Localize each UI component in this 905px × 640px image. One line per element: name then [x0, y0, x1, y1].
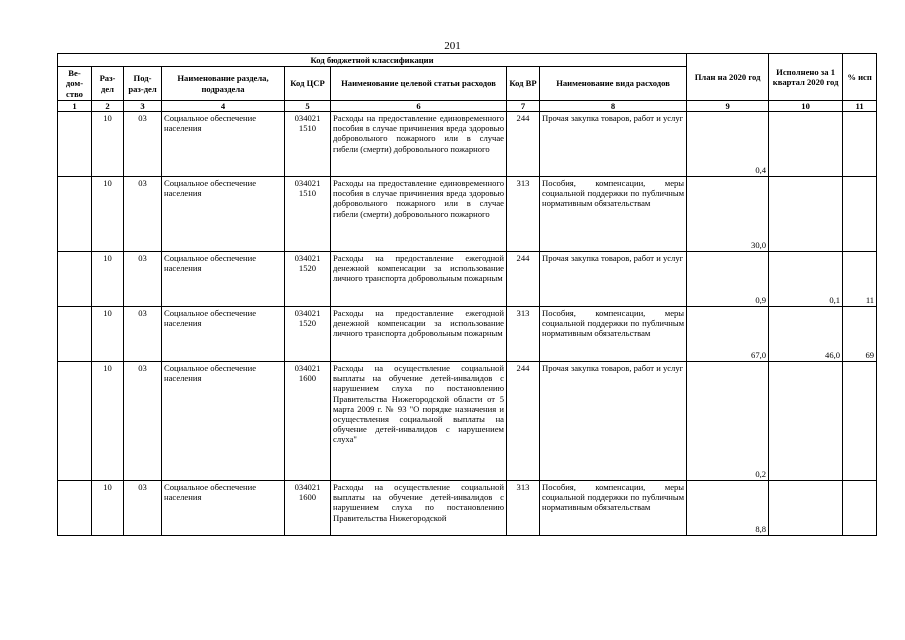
- cell-ispolneno: [769, 362, 843, 481]
- cell-ispolneno: 0,1: [769, 252, 843, 307]
- cell-percent: [843, 112, 877, 177]
- cell-ispolneno: 46,0: [769, 307, 843, 362]
- cell-ispolneno: [769, 177, 843, 252]
- cell-kod-csr: 034021 1510: [285, 177, 331, 252]
- column-number: 2: [92, 100, 124, 111]
- cell-percent: [843, 481, 877, 536]
- cell-percent: 11: [843, 252, 877, 307]
- cell-kod-vr: 244: [507, 252, 540, 307]
- cell-name-razdel: Социальное обеспечение населения: [162, 252, 285, 307]
- cell-kod-vr: 313: [507, 481, 540, 536]
- cell-plan: 0,9: [687, 252, 769, 307]
- cell-ved: [58, 252, 92, 307]
- cell-kod-vr: 244: [507, 112, 540, 177]
- header-budget-classification: Код бюджетной классификации: [58, 54, 687, 67]
- column-number: 5: [285, 100, 331, 111]
- cell-podrazdel: 03: [124, 362, 162, 481]
- table-row: [58, 481, 877, 536]
- cell-razdel: 10: [92, 177, 124, 252]
- cell-name-razdel: Социальное обеспечение населения: [162, 177, 285, 252]
- header-percent: % исп: [843, 54, 877, 101]
- column-numbers-row: [58, 100, 877, 111]
- cell-kod-vr: 244: [507, 362, 540, 481]
- cell-razdel: 10: [92, 252, 124, 307]
- cell-name-razdel: Социальное обеспечение населения: [162, 307, 285, 362]
- header-name-razdel: Наименование раздела, подраздела: [162, 67, 285, 101]
- cell-name-razdel: Социальное обеспечение населения: [162, 112, 285, 177]
- cell-name-vr: Прочая закупка товаров, работ и услуг: [540, 252, 687, 307]
- header-name-vr: Наименование вида расходов: [540, 67, 687, 101]
- page-number: 201: [444, 40, 461, 52]
- header-razdel: Раз-дел: [92, 67, 124, 101]
- header-kod-csr: Код ЦСР: [285, 67, 331, 101]
- header-ispolneno: Исполнено за 1 квартал 2020 год: [769, 54, 843, 101]
- cell-podrazdel: 03: [124, 252, 162, 307]
- cell-razdel: 10: [92, 362, 124, 481]
- column-number: 11: [843, 100, 877, 111]
- column-number: 1: [58, 100, 92, 111]
- cell-name-csr: Расходы на предоставление единовременного пособия в случае причинения вреда здоровью добровольного пожарного или в случае гибели (смерти) добровольного пожарного: [331, 112, 507, 177]
- table-row: [58, 252, 877, 307]
- cell-plan: 0,4: [687, 112, 769, 177]
- column-number: 3: [124, 100, 162, 111]
- table-row: [58, 362, 877, 481]
- cell-name-vr: Прочая закупка товаров, работ и услуг: [540, 112, 687, 177]
- column-number: 9: [687, 100, 769, 111]
- table-row: [58, 112, 877, 177]
- cell-kod-csr: 034021 1600: [285, 481, 331, 536]
- cell-ved: [58, 362, 92, 481]
- cell-kod-vr: 313: [507, 307, 540, 362]
- cell-podrazdel: 03: [124, 177, 162, 252]
- cell-razdel: 10: [92, 307, 124, 362]
- cell-name-vr: Прочая закупка товаров, работ и услуг: [540, 362, 687, 481]
- cell-name-csr: Расходы на предоставление ежегодной денежной компенсации за использование личного транспорта добровольным пожарным: [331, 307, 507, 362]
- cell-name-csr: Расходы на осуществление социальной выплаты на обучение детей-инвалидов с нарушением слуха по постановлению Правительства Нижегородской области от 5 марта 2009 г. № 93 "О порядке назначения и осуществления социальной выплаты на обучение детей-инвалидов с нарушением слуха": [331, 362, 507, 481]
- column-number: 6: [331, 100, 507, 111]
- header-name-csr: Наименование целевой статьи расходов: [331, 67, 507, 101]
- cell-plan: 8,8: [687, 481, 769, 536]
- column-number: 10: [769, 100, 843, 111]
- cell-podrazdel: 03: [124, 481, 162, 536]
- cell-ved: [58, 112, 92, 177]
- header-kod-vr: Код ВР: [507, 67, 540, 101]
- cell-kod-csr: 034021 1520: [285, 307, 331, 362]
- cell-razdel: 10: [92, 112, 124, 177]
- cell-name-csr: Расходы на предоставление ежегодной денежной компенсации за использование личного транспорта добровольным пожарным: [331, 252, 507, 307]
- cell-razdel: 10: [92, 481, 124, 536]
- cell-name-vr: Пособия, компенсации, меры социальной поддержки по публичным нормативным обязательствам: [540, 177, 687, 252]
- header-podrazdel: Под-раз-дел: [124, 67, 162, 101]
- cell-ved: [58, 177, 92, 252]
- cell-name-csr: Расходы на осуществление социальной выплаты на обучение детей-инвалидов с нарушением слуха по постановлению Правительства Нижегородской: [331, 481, 507, 536]
- cell-ispolneno: [769, 481, 843, 536]
- cell-kod-csr: 034021 1520: [285, 252, 331, 307]
- header-plan: План на 2020 год: [687, 54, 769, 101]
- column-number: 7: [507, 100, 540, 111]
- cell-name-razdel: Социальное обеспечение населения: [162, 362, 285, 481]
- column-number: 8: [540, 100, 687, 111]
- header-row-group: [58, 54, 877, 67]
- cell-podrazdel: 03: [124, 307, 162, 362]
- header-ved: Ве-дом-ство: [58, 67, 92, 101]
- cell-plan: 67,0: [687, 307, 769, 362]
- cell-name-razdel: Социальное обеспечение населения: [162, 481, 285, 536]
- budget-table: [57, 53, 877, 536]
- cell-name-csr: Расходы на предоставление единовременного пособия в случае причинения вреда здоровью добровольного пожарного или в случае гибели (смерти) добровольного пожарного: [331, 177, 507, 252]
- cell-percent: [843, 362, 877, 481]
- cell-ved: [58, 307, 92, 362]
- cell-kod-vr: 313: [507, 177, 540, 252]
- cell-plan: 30,0: [687, 177, 769, 252]
- table-row: [58, 307, 877, 362]
- cell-kod-csr: 034021 1600: [285, 362, 331, 481]
- cell-name-vr: Пособия, компенсации, меры социальной поддержки по публичным нормативным обязательствам: [540, 481, 687, 536]
- cell-percent: [843, 177, 877, 252]
- cell-name-vr: Пособия, компенсации, меры социальной поддержки по публичным нормативным обязательствам: [540, 307, 687, 362]
- cell-plan: 0,2: [687, 362, 769, 481]
- cell-ispolneno: [769, 112, 843, 177]
- table-row: [58, 177, 877, 252]
- column-number: 4: [162, 100, 285, 111]
- cell-kod-csr: 034021 1510: [285, 112, 331, 177]
- cell-podrazdel: 03: [124, 112, 162, 177]
- cell-percent: 69: [843, 307, 877, 362]
- cell-ved: [58, 481, 92, 536]
